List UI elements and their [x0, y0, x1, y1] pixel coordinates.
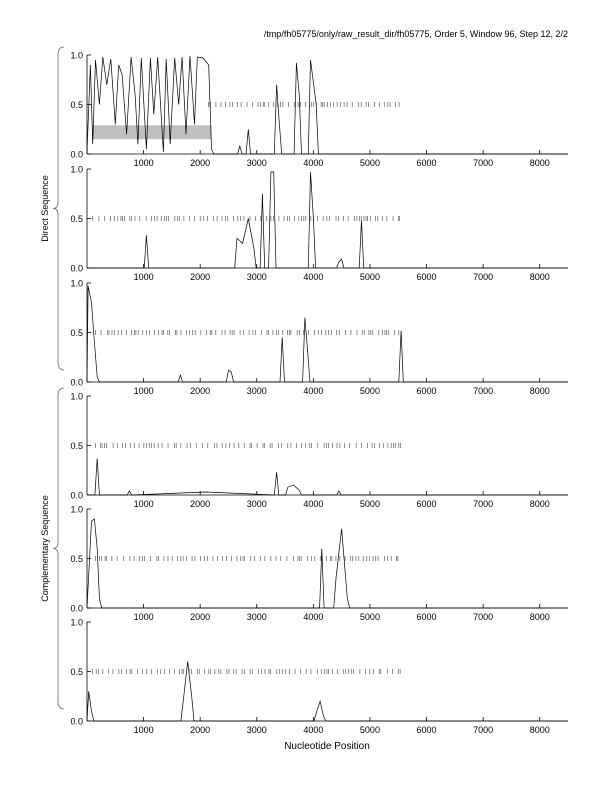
- plot-panels: [70, 51, 568, 736]
- group-labels: [40, 47, 64, 709]
- x-tick-label: 6000: [416, 499, 437, 509]
- x-tick-label: 7000: [473, 386, 494, 396]
- x-tick-label: 8000: [529, 386, 550, 396]
- x-tick-label: 4000: [303, 499, 324, 509]
- x-tick-label: 6000: [416, 612, 437, 622]
- x-tick-label: 3000: [246, 158, 267, 168]
- x-tick-label: 2000: [190, 386, 211, 396]
- x-tick-label: 7000: [473, 612, 494, 622]
- x-tick-label: 8000: [529, 725, 550, 735]
- x-tick-label: 1000: [133, 158, 154, 168]
- panel-3: [70, 279, 568, 397]
- x-tick-label: 5000: [359, 386, 380, 396]
- x-tick-label: 2000: [190, 499, 211, 509]
- y-tick-label: 0.5: [70, 667, 83, 677]
- x-tick-label: 3000: [246, 725, 267, 735]
- x-tick-label: 7000: [473, 158, 494, 168]
- probability-line: [87, 458, 568, 495]
- y-tick-label: 1.0: [70, 617, 83, 628]
- x-tick-label: 2000: [190, 158, 211, 168]
- x-tick-label: 8000: [529, 612, 550, 622]
- x-tick-label: 4000: [303, 725, 324, 735]
- x-tick-label: 4000: [303, 386, 324, 396]
- x-tick-label: 5000: [359, 725, 380, 735]
- probability-line: [87, 519, 568, 608]
- x-tick-label: 4000: [303, 612, 324, 622]
- highlight-band: [93, 125, 212, 139]
- group-label: Complementary Sequence: [40, 495, 50, 602]
- y-tick-label: 0.5: [70, 441, 83, 451]
- group-brace: [53, 388, 64, 709]
- x-tick-label: 7000: [473, 499, 494, 509]
- y-tick-label: 1.0: [70, 278, 83, 289]
- x-tick-label: 5000: [359, 499, 380, 509]
- panel-1: [70, 51, 568, 169]
- x-tick-label: 5000: [359, 158, 380, 168]
- y-tick-label: 0.5: [70, 214, 83, 224]
- panel-5: [70, 505, 568, 623]
- group-label: Direct Sequence: [40, 175, 50, 242]
- group-brace: [53, 47, 64, 370]
- x-tick-label: 1000: [133, 612, 154, 622]
- y-tick-label: 0.0: [70, 149, 83, 160]
- probability-line: [87, 172, 568, 268]
- y-tick-label: 0.0: [70, 716, 83, 727]
- x-tick-label: 5000: [359, 272, 380, 282]
- plot-title: /tmp/fh05775/only/raw_result_dir/fh05775, Order 5, Window 96, Step 12, 2/2: [263, 29, 568, 39]
- x-tick-label: 7000: [473, 272, 494, 282]
- y-tick-label: 0.0: [70, 263, 83, 274]
- x-tick-label: 3000: [246, 499, 267, 509]
- x-tick-label: 4000: [303, 158, 324, 168]
- x-tick-label: 4000: [303, 272, 324, 282]
- x-tick-label: 1000: [133, 272, 154, 282]
- y-tick-label: 0.0: [70, 603, 83, 614]
- x-tick-label: 7000: [473, 725, 494, 735]
- y-tick-label: 0.0: [70, 490, 83, 501]
- x-tick-label: 6000: [416, 272, 437, 282]
- x-tick-label: 3000: [246, 272, 267, 282]
- x-tick-label: 1000: [133, 725, 154, 735]
- x-tick-label: 2000: [190, 612, 211, 622]
- panel-6: [70, 618, 568, 736]
- x-tick-label: 6000: [416, 158, 437, 168]
- y-tick-label: 1.0: [70, 504, 83, 515]
- y-tick-label: 1.0: [70, 50, 83, 61]
- x-tick-label: 3000: [246, 612, 267, 622]
- x-tick-label: 5000: [359, 612, 380, 622]
- y-tick-label: 1.0: [70, 391, 83, 402]
- panel-4: [70, 392, 568, 510]
- panel-2: [70, 165, 568, 283]
- x-tick-label: 2000: [190, 272, 211, 282]
- y-tick-label: 0.5: [70, 100, 83, 110]
- y-tick-label: 0.0: [70, 377, 83, 388]
- y-tick-label: 1.0: [70, 164, 83, 175]
- y-tick-label: 0.5: [70, 328, 83, 338]
- x-axis-label: Nucleotide Position: [284, 741, 370, 752]
- x-tick-label: 1000: [133, 386, 154, 396]
- x-tick-label: 6000: [416, 386, 437, 396]
- y-tick-label: 0.5: [70, 554, 83, 564]
- probability-line: [87, 286, 568, 382]
- probability-line: [87, 662, 568, 721]
- x-tick-label: 6000: [416, 725, 437, 735]
- x-tick-label: 8000: [529, 158, 550, 168]
- x-tick-label: 8000: [529, 272, 550, 282]
- x-tick-label: 3000: [246, 386, 267, 396]
- x-tick-label: 1000: [133, 499, 154, 509]
- x-tick-label: 2000: [190, 725, 211, 735]
- x-tick-label: 8000: [529, 499, 550, 509]
